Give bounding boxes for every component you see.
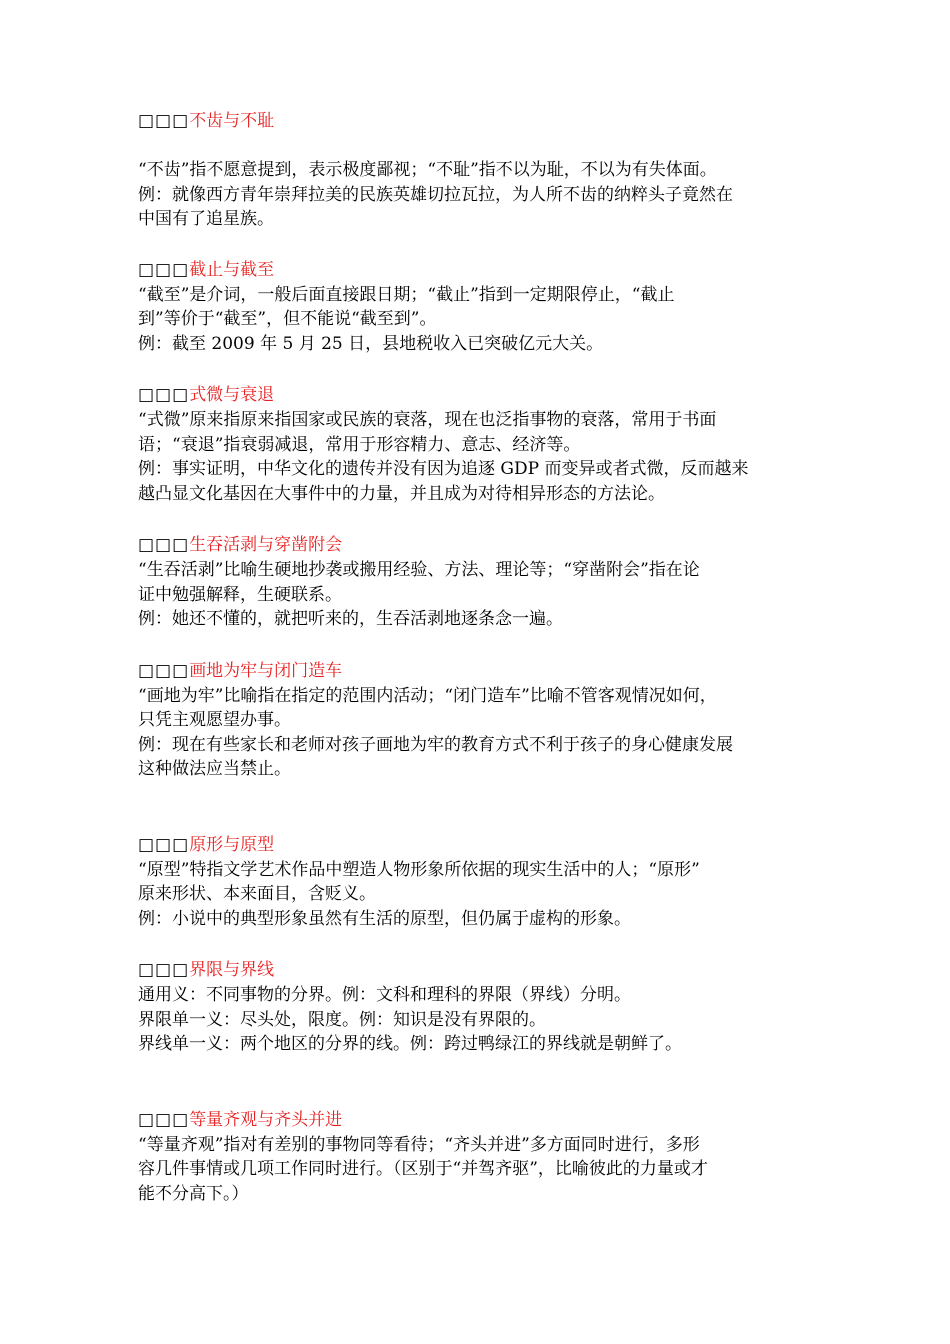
entry-line: “等量齐观”指对有差别的事物同等看待；“齐头并进”多方面同时进行，多形	[138, 1134, 700, 1155]
entry-line: 到”等价于“截至”，但不能说“截至到”。	[138, 309, 437, 329]
entry-huadi-bimen	[138, 658, 828, 782]
entry-heading: 界限与界线	[189, 960, 275, 980]
entry-line: 例：现在有些家长和老师对孩子画地为牢的教育方式不利于孩子的身心健康发展	[138, 734, 733, 755]
entry-line: 只凭主观愿望办事。	[138, 710, 291, 730]
entry-line: “画地为牢”比喻指在指定的范围内活动；“闭门造车”比喻不管客观情况如何，	[138, 685, 717, 706]
entry-jiexian-jiexian	[138, 957, 828, 1057]
entry-title	[138, 957, 828, 983]
entry-title	[138, 832, 828, 858]
entry-line: “截至”是介词，一般后面直接跟日期；“截止”指到一定期限停止，“截止	[138, 284, 675, 305]
entry-line: 界线单一义：两个地区的分界的线。例：跨过鸭绿江的界线就是朝鲜了。	[138, 1034, 682, 1054]
spacer	[138, 134, 828, 158]
entry-yuanxing-yuanxing	[138, 832, 828, 932]
entry-heading: 不齿与不耻	[189, 111, 275, 131]
entry-line: “式微”原来指原来指国家或民族的衰落，现在也泛指事物的衰落，常用于书面	[138, 410, 717, 430]
entry-heading: 截止与截至	[189, 259, 275, 280]
entry-line: 例：就像西方青年崇拜拉美的民族英雄切拉瓦拉，为人所不齿的纳粹头子竟然在	[138, 184, 733, 205]
document-page	[138, 108, 828, 1206]
entry-line: 中国有了追星族。	[138, 209, 274, 229]
placeholder-boxes: □□□	[138, 535, 190, 555]
placeholder-boxes: □□□	[138, 259, 190, 280]
entry-heading: 等量齐观与齐头并进	[189, 1109, 343, 1130]
entry-title	[138, 532, 828, 558]
entry-buchi-buchi	[138, 108, 828, 232]
entry-line: “生吞活剥”比喻生硬地抄袭或搬用经验、方法、理论等；“穿凿附会”指在论	[138, 560, 700, 580]
entry-line: 例：小说中的典型形象虽然有生活的原型，但仍属于虚构的形象。	[138, 908, 631, 929]
entry-title	[138, 658, 828, 684]
placeholder-boxes: □□□	[138, 1109, 190, 1130]
entry-title	[138, 257, 828, 283]
entry-title	[138, 108, 828, 134]
entry-line: 语；“衰退”指衰弱减退，常用于形容精力、意志、经济等。	[138, 434, 581, 455]
entry-line: 通用义：不同事物的分界。例：文科和理科的界限（界线）分明。	[138, 985, 631, 1005]
entry-line: 例：事实证明，中华文化的遗传并没有因为追逐 GDP 而变异或者式微，反而越来	[138, 459, 749, 479]
placeholder-boxes: □□□	[138, 960, 190, 980]
entry-title	[138, 382, 828, 408]
entry-heading: 原形与原型	[189, 834, 275, 855]
entry-shengtun-chuanzao	[138, 532, 828, 632]
entry-line: 例：截至 2009 年 5 月 25 日，县地税收入已突破亿元大关。	[138, 333, 604, 354]
entry-line: 原来形状、本来面目，含贬义。	[138, 884, 376, 904]
entry-heading: 式微与衰退	[189, 385, 275, 405]
entry-title	[138, 1107, 828, 1133]
entry-line: 能不分高下。）	[138, 1183, 249, 1204]
entry-line: 容几件事情或几项工作同时进行。（区别于“并驾齐驱”，比喻彼此的力量或才	[138, 1159, 708, 1179]
entry-line: 越凸显文化基因在大事件中的力量，并且成为对待相异形态的方法论。	[138, 483, 665, 504]
placeholder-boxes: □□□	[138, 111, 190, 131]
entry-line: “原型”特指文学艺术作品中塑造人物形象所依据的现实生活中的人；“原形”	[138, 859, 700, 880]
entry-line: “不齿”指不愿意提到，表示极度鄙视；“不耻”指不以为耻，不以为有失体面。	[138, 160, 717, 180]
entry-jiezhi-jiezhi	[138, 257, 828, 357]
entry-dengliang-qitou	[138, 1107, 828, 1207]
entry-heading: 生吞活剥与穿凿附会	[189, 535, 343, 555]
entry-line: 界限单一义：尽头处，限度。例：知识是没有界限的。	[138, 1009, 546, 1030]
entry-shiwei-shuaitui	[138, 382, 828, 506]
placeholder-boxes: □□□	[138, 385, 190, 405]
entry-line: 例：她还不懂的，就把听来的，生吞活剥地逐条念一遍。	[138, 609, 563, 629]
placeholder-boxes: □□□	[138, 660, 190, 681]
entry-line: 这种做法应当禁止。	[138, 759, 291, 779]
entry-heading: 画地为牢与闭门造车	[189, 660, 343, 681]
entry-line: 证中勉强解释，生硬联系。	[138, 584, 342, 605]
placeholder-boxes: □□□	[138, 834, 190, 855]
